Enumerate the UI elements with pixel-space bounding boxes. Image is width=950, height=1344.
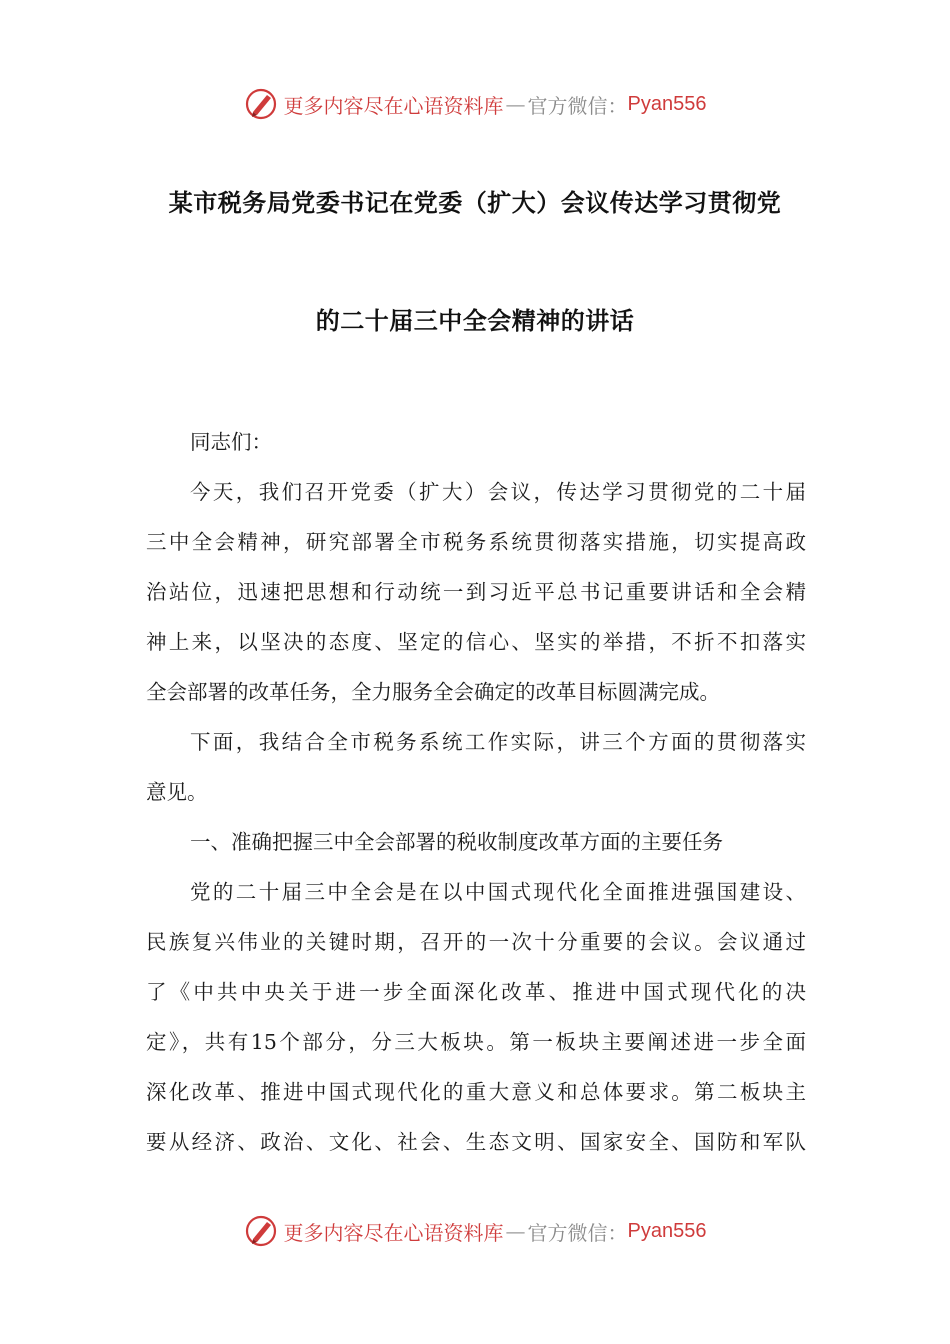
document-title-line-2: 的二十届三中全会精神的讲话 bbox=[315, 306, 635, 335]
body-line: 治站位，迅速把思想和行动统一到习近平总书记重要讲话和全会精 bbox=[146, 580, 806, 604]
salutation: 同志们： bbox=[190, 430, 272, 454]
watermark-dash: — bbox=[505, 1219, 526, 1243]
body-line: 了《中共中央关于进一步全面深化改革、推进中国式现代化的决 bbox=[146, 980, 806, 1004]
body-line: 全会部署的改革任务，全力服务全会确定的改革目标圆满完成。 bbox=[146, 680, 720, 704]
body-line: 三中全会精神，研究部署全市税务系统贯彻落实措施，切实提高政 bbox=[146, 530, 806, 554]
watermark-wechat-id: Pyan556 bbox=[627, 1219, 707, 1242]
watermark-wechat-label: 官方微信： bbox=[527, 93, 628, 118]
pen-logo-icon bbox=[244, 1214, 278, 1248]
body-line: 下面，我结合全市税务系统工作实际，讲三个方面的贯彻落实 bbox=[190, 730, 806, 754]
watermark-text: 更多内容尽在心语资料库 bbox=[283, 93, 504, 118]
section-heading: 一、准确把握三中全会部署的税收制度改革方面的主要任务 bbox=[190, 830, 723, 854]
document-body bbox=[146, 417, 806, 1167]
body-line: 深化改革、推进中国式现代化的重大意义和总体要求。第二板块主 bbox=[146, 1080, 806, 1104]
pen-logo-icon bbox=[244, 87, 278, 121]
body-line: 要从经济、政治、文化、社会、生态文明、国家安全、国防和军队 bbox=[146, 1130, 806, 1154]
body-line: 党的二十届三中全会是在以中国式现代化全面推进强国建设、 bbox=[190, 880, 806, 904]
watermark-banner-bottom bbox=[0, 1211, 950, 1251]
body-line: 今天，我们召开党委（扩大）会议，传达学习贯彻党的二十届 bbox=[190, 480, 806, 504]
body-line: 神上来，以坚决的态度、坚定的信心、坚实的举措，不折不扣落实 bbox=[146, 630, 806, 654]
watermark-wechat-label: 官方微信： bbox=[527, 1220, 628, 1245]
body-line: 民族复兴伟业的关键时期，召开的一次十分重要的会议。会议通过 bbox=[146, 930, 806, 954]
watermark-banner-top bbox=[0, 84, 950, 124]
body-line: 定》，共有15个部分，分三大板块。第一板块主要阐述进一步全面 bbox=[146, 1030, 806, 1054]
watermark-wechat-id: Pyan556 bbox=[627, 92, 707, 115]
body-line: 意见。 bbox=[146, 780, 208, 804]
document-title-line-1: 某市税务局党委书记在党委（扩大）会议传达学习贯彻党 bbox=[168, 188, 782, 217]
watermark-dash: — bbox=[505, 92, 526, 116]
watermark-text: 更多内容尽在心语资料库 bbox=[283, 1220, 504, 1245]
